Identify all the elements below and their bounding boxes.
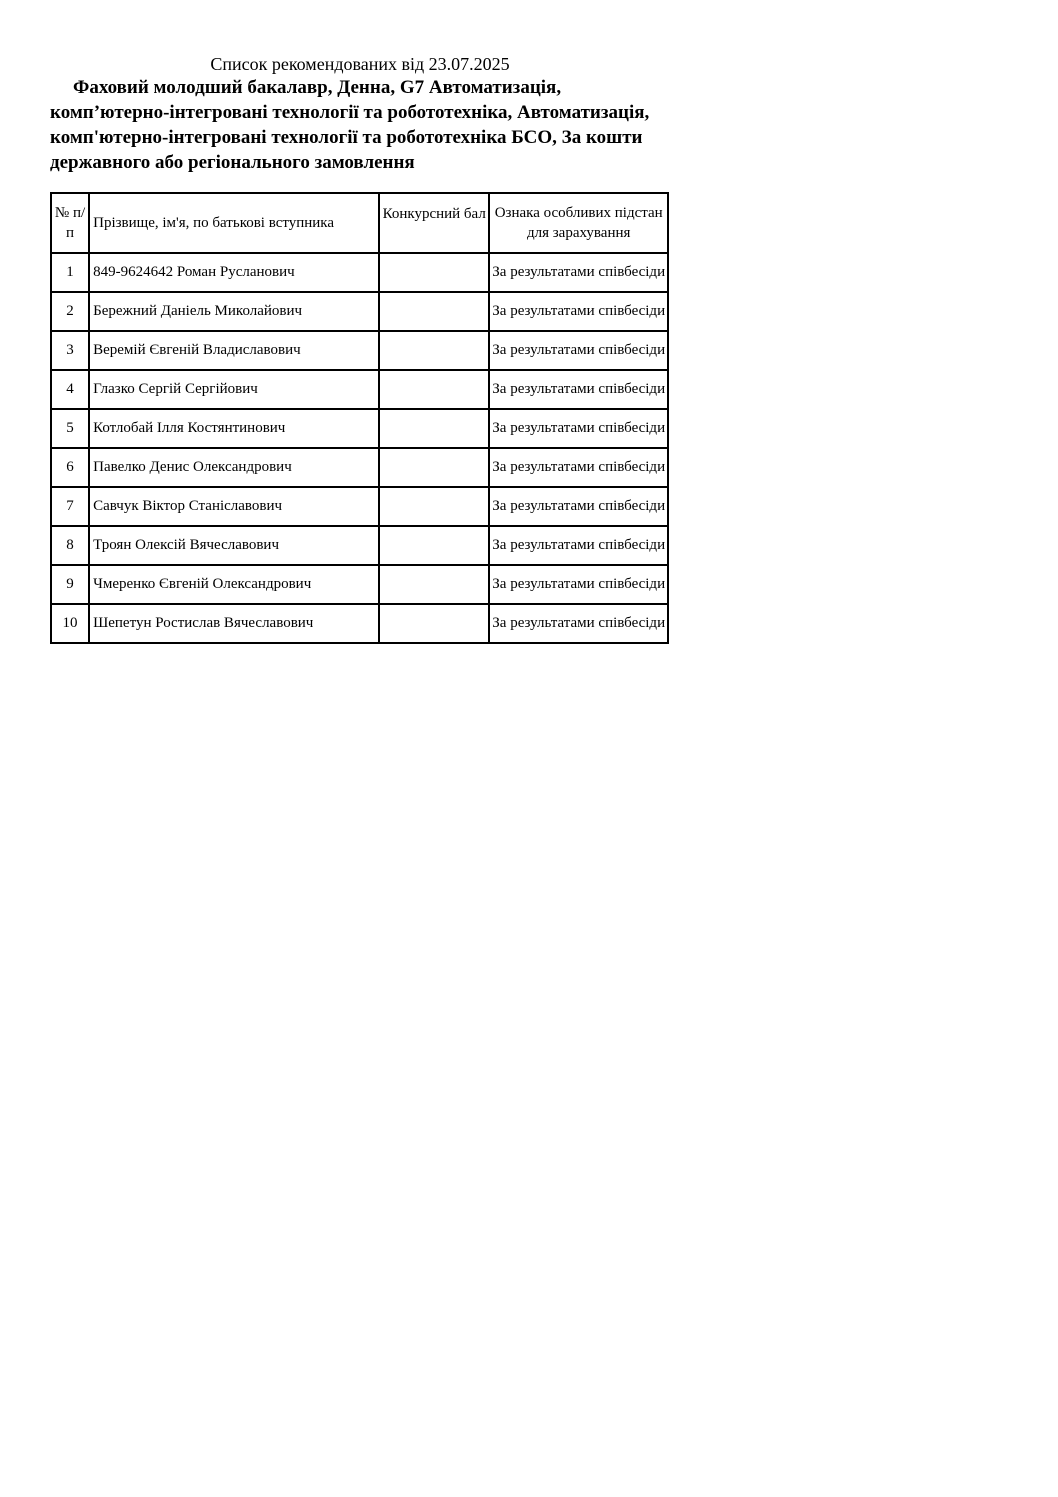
table-header-row (51, 193, 668, 253)
document-subtitle: Фаховий молодший бакалавр, Денна, G7 Автоматизація, комп’ютерно-інтегровані технології та робототехніка, Автоматизація, комп'ютерно-інтегровані технології та робототехніка БСО, За кошти державного або регіонального замовлення (50, 77, 650, 173)
row-score (379, 448, 489, 487)
row-score (379, 526, 489, 565)
row-number: 5 (51, 409, 89, 448)
table-row (51, 370, 668, 409)
row-number: 7 (51, 487, 89, 526)
row-score (379, 292, 489, 331)
table-row (51, 331, 668, 370)
header-score: Конкурсний бал (379, 193, 489, 253)
row-basis: За результатами співбесіди (489, 370, 668, 409)
row-basis: За результатами співбесіди (489, 253, 668, 292)
row-number: 6 (51, 448, 89, 487)
row-name: Павелко Денис Олександрович (89, 448, 379, 487)
row-score (379, 487, 489, 526)
row-name: Чмеренко Євгеній Олександрович (89, 565, 379, 604)
header-basis: Ознака особливих підстан для зарахування (489, 193, 668, 253)
row-name: Веремій Євгеній Владиславович (89, 331, 379, 370)
table-row (51, 292, 668, 331)
row-basis: За результатами співбесіди (489, 409, 668, 448)
row-name: Глазко Сергій Сергійович (89, 370, 379, 409)
table-row (51, 487, 668, 526)
table-row (51, 565, 668, 604)
row-score (379, 565, 489, 604)
row-number: 8 (51, 526, 89, 565)
row-score (379, 370, 489, 409)
row-number: 3 (51, 331, 89, 370)
row-basis: За результатами співбесіди (489, 331, 668, 370)
row-number: 1 (51, 253, 89, 292)
row-basis: За результатами співбесіди (489, 604, 668, 643)
header-number: № п/п (51, 193, 89, 253)
table-row (51, 604, 668, 643)
row-name: Котлобай Ілля Костянтинович (89, 409, 379, 448)
header-name: Прізвище, ім'я, по батькові вступника (89, 193, 379, 253)
row-number: 10 (51, 604, 89, 643)
row-basis: За результатами співбесіди (489, 292, 668, 331)
row-name: 849-9624642 Роман Русланович (89, 253, 379, 292)
table-row (51, 448, 668, 487)
row-score (379, 253, 489, 292)
row-name: Бережний Даніель Миколайович (89, 292, 379, 331)
row-basis: За результатами співбесіди (489, 565, 668, 604)
row-name: Троян Олексій Вячеславович (89, 526, 379, 565)
applicants-table (50, 192, 669, 644)
table-row (51, 253, 668, 292)
row-name: Шепетун Ростислав Вячеславович (89, 604, 379, 643)
row-score (379, 331, 489, 370)
table-row (51, 409, 668, 448)
row-score (379, 604, 489, 643)
row-basis: За результатами співбесіди (489, 448, 668, 487)
row-number: 2 (51, 292, 89, 331)
table-row (51, 526, 668, 565)
row-name: Савчук Віктор Станіславович (89, 487, 379, 526)
row-number: 4 (51, 370, 89, 409)
row-score (379, 409, 489, 448)
row-number: 9 (51, 565, 89, 604)
document-title: Список рекомендованих від 23.07.2025 (210, 54, 510, 74)
row-basis: За результатами співбесіди (489, 526, 668, 565)
row-basis: За результатами співбесіди (489, 487, 668, 526)
